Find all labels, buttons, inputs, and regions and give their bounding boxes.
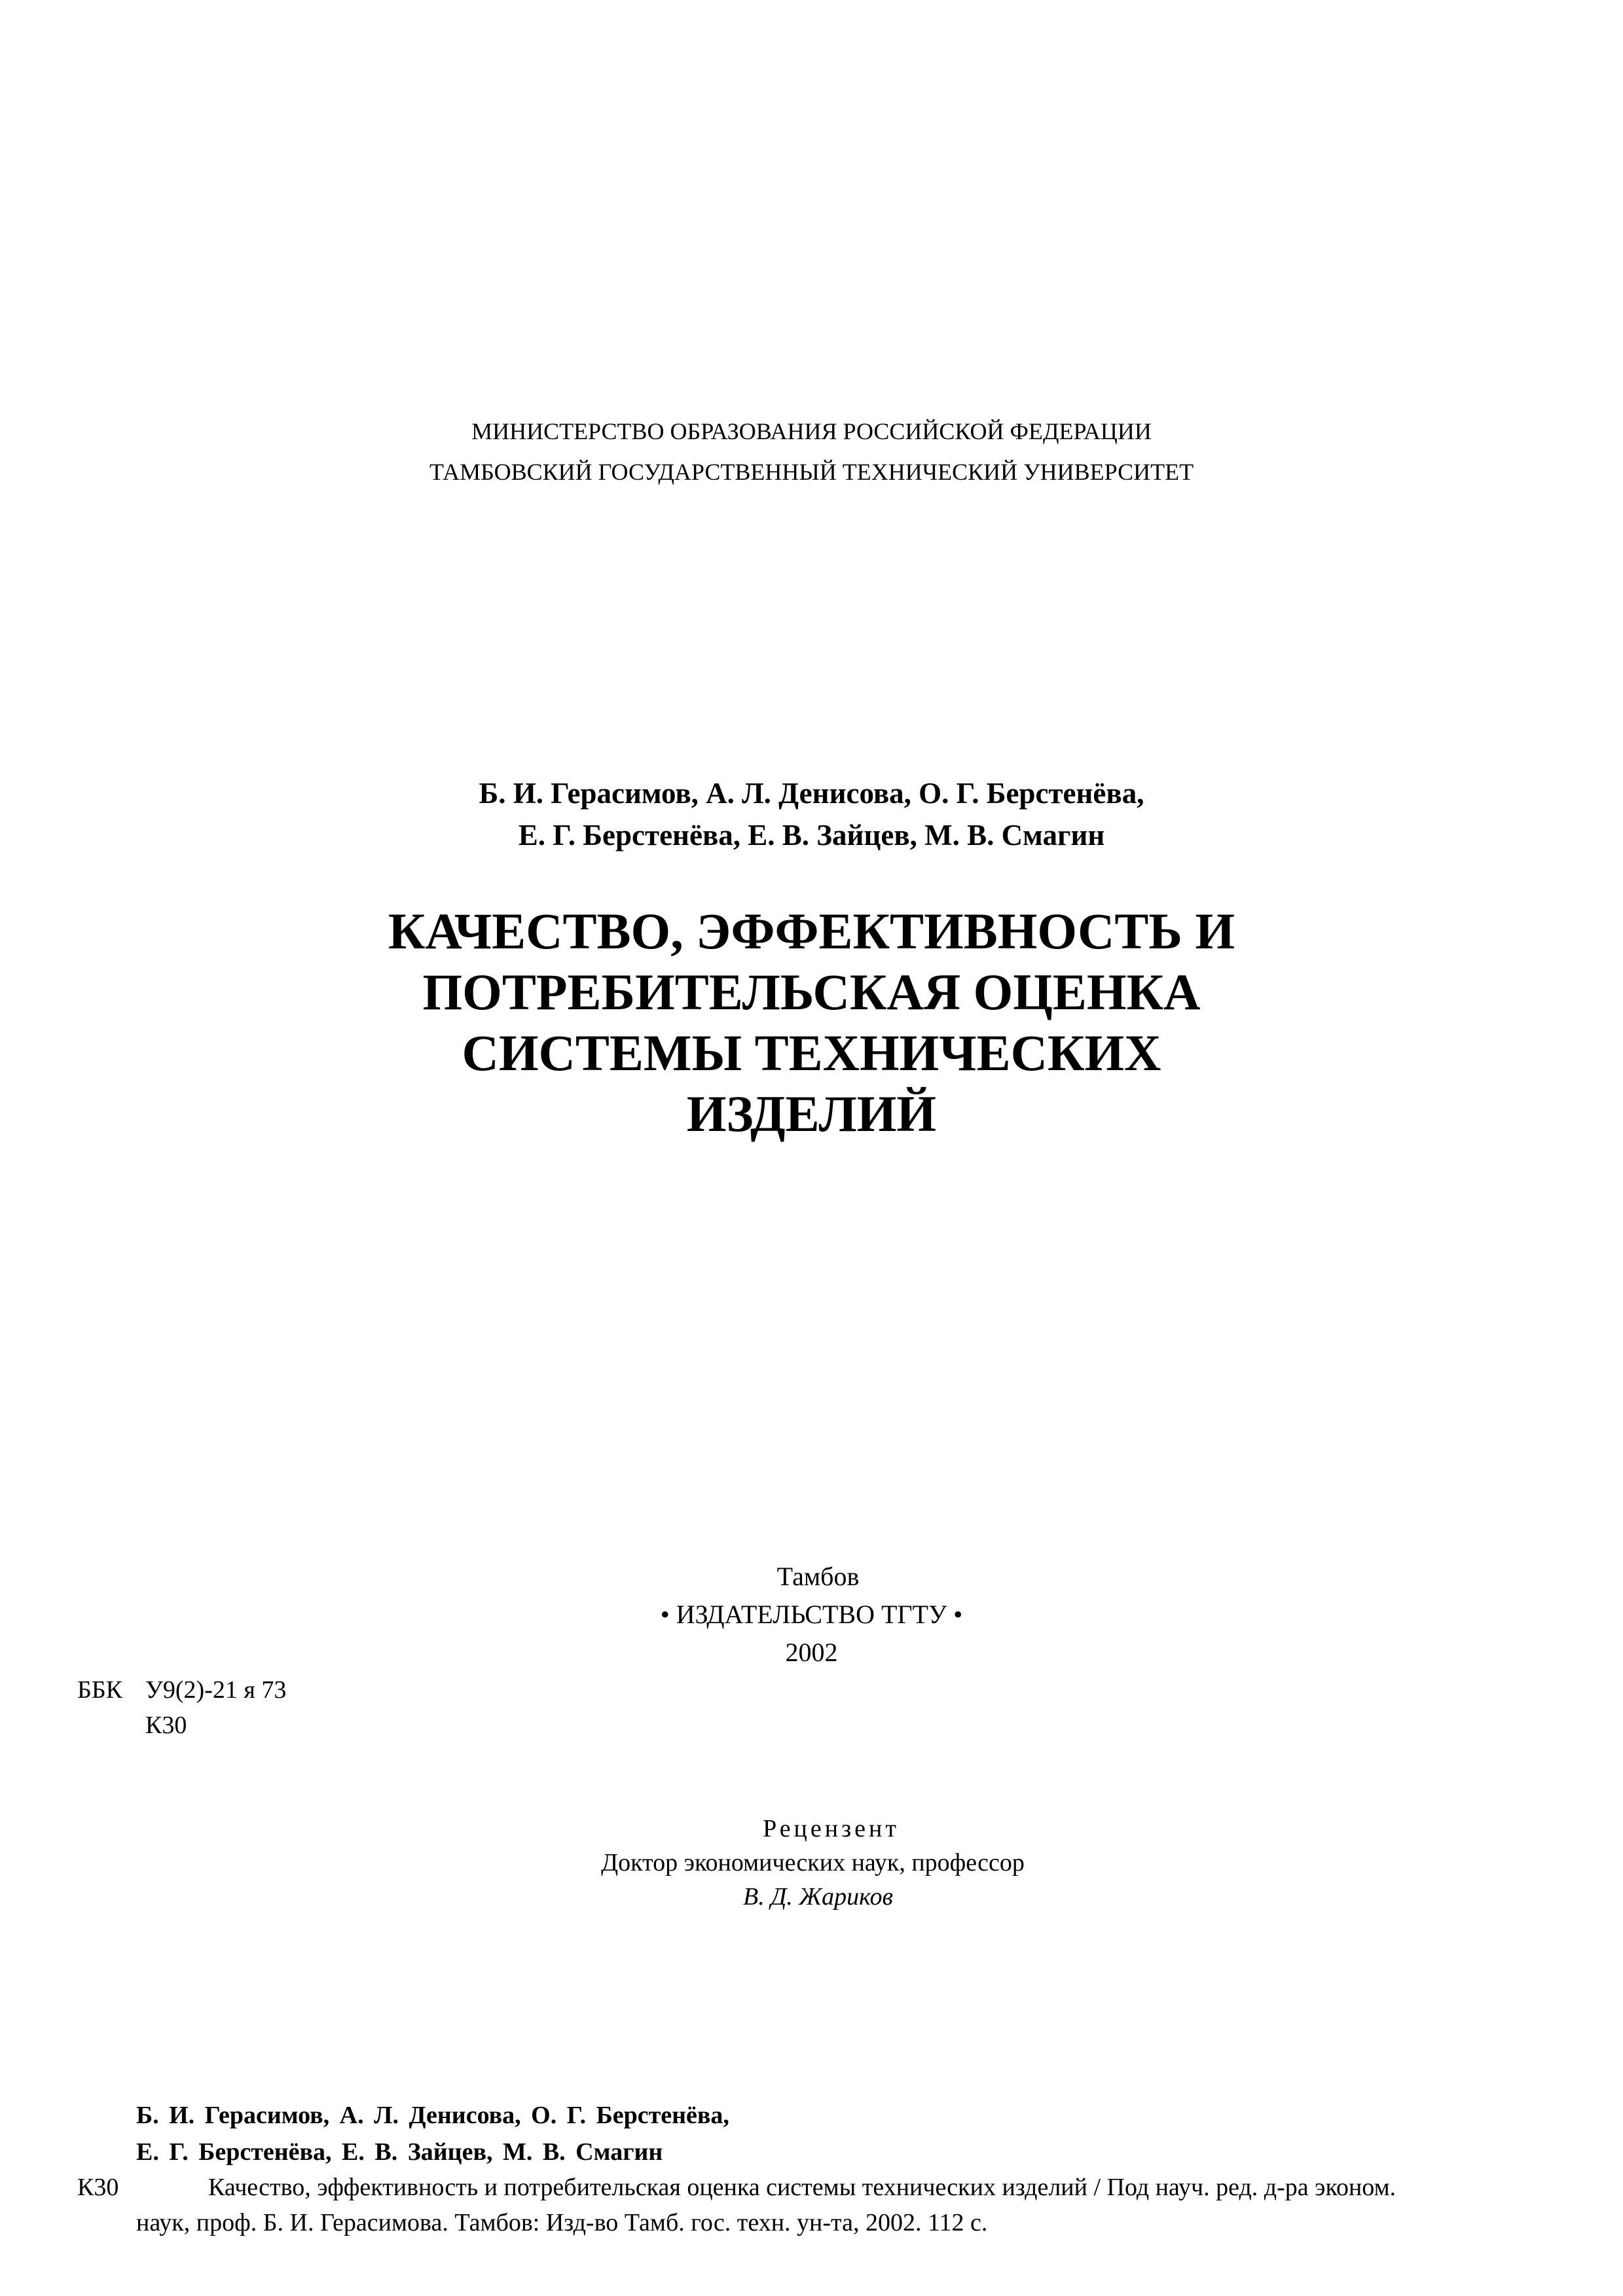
bbk-code: У9(2)-21 я 73 — [145, 1676, 287, 1704]
author-mark: К30 — [145, 1712, 187, 1739]
bibliographic-code: К30 — [77, 2174, 119, 2201]
imprint-publisher: • ИЗДАТЕЛЬСТВО ТГТУ • — [660, 1600, 963, 1629]
university-name: ТАМБОВСКИЙ ГОСУДАРСТВЕННЫЙ ТЕХНИЧЕСКИЙ УНИВЕРСИТЕТ — [429, 459, 1194, 485]
reviewer-heading: Рецензент — [763, 1815, 900, 1842]
institution-header — [0, 411, 1623, 492]
book-title — [0, 901, 1623, 1144]
bibliographic-description-line-1: Качество, эффективность и потребительская оценка системы технических изделий / Под науч. ред. д-ра эконом. — [208, 2174, 1396, 2201]
bibliographic-description — [77, 2170, 1557, 2240]
imprint-city: Тамбов — [776, 1562, 860, 1591]
authors-line-2: Е. Г. Берстенёва, Е. В. Зайцев, М. В. Смагин — [518, 819, 1105, 852]
imprint-block — [0, 1558, 1623, 1672]
title-line-1: КАЧЕСТВО, ЭФФЕКТИВНОСТЬ И — [388, 903, 1235, 960]
title-line-2: ПОТРЕБИТЕЛЬСКАЯ ОЦЕНКА — [422, 963, 1201, 1020]
reviewer-block — [0, 1812, 1623, 1914]
bibliographic-authors-line-2: Е. Г. Берстенёва, Е. В. Зайцев, М. В. Смагин — [136, 2138, 663, 2166]
bibliographic-description-line-2: наук, проф. Б. И. Герасимова. Тамбов: Изд-во Тамб. гос. техн. ун-та, 2002. 112 с. — [136, 2209, 988, 2236]
bbk-label: ББК — [77, 1676, 122, 1704]
title-line-4: ИЗДЕЛИЙ — [686, 1085, 937, 1142]
authors-line-1: Б. И. Герасимов, А. Л. Денисова, О. Г. Берстенёва, — [479, 777, 1144, 810]
title-line-3: СИСТЕМЫ ТЕХНИЧЕСКИХ — [462, 1024, 1161, 1081]
classification-block — [77, 1672, 286, 1743]
reviewer-name: В. Д. Жариков — [742, 1883, 894, 1910]
authors-block — [0, 772, 1623, 856]
ministry-name: МИНИСТЕРСТВО ОБРАЗОВАНИЯ РОССИЙСКОЙ ФЕДЕРАЦИИ — [471, 418, 1152, 444]
bibliographic-authors-line-1: Б. И. Герасимов, А. Л. Денисова, О. Г. Берстенёва, — [136, 2102, 729, 2129]
reviewer-degree: Доктор экономических наук, профессор — [601, 1849, 1025, 1876]
bibliographic-authors — [136, 2097, 729, 2170]
imprint-year: 2002 — [785, 1638, 838, 1667]
bbk-row — [77, 1672, 286, 1708]
